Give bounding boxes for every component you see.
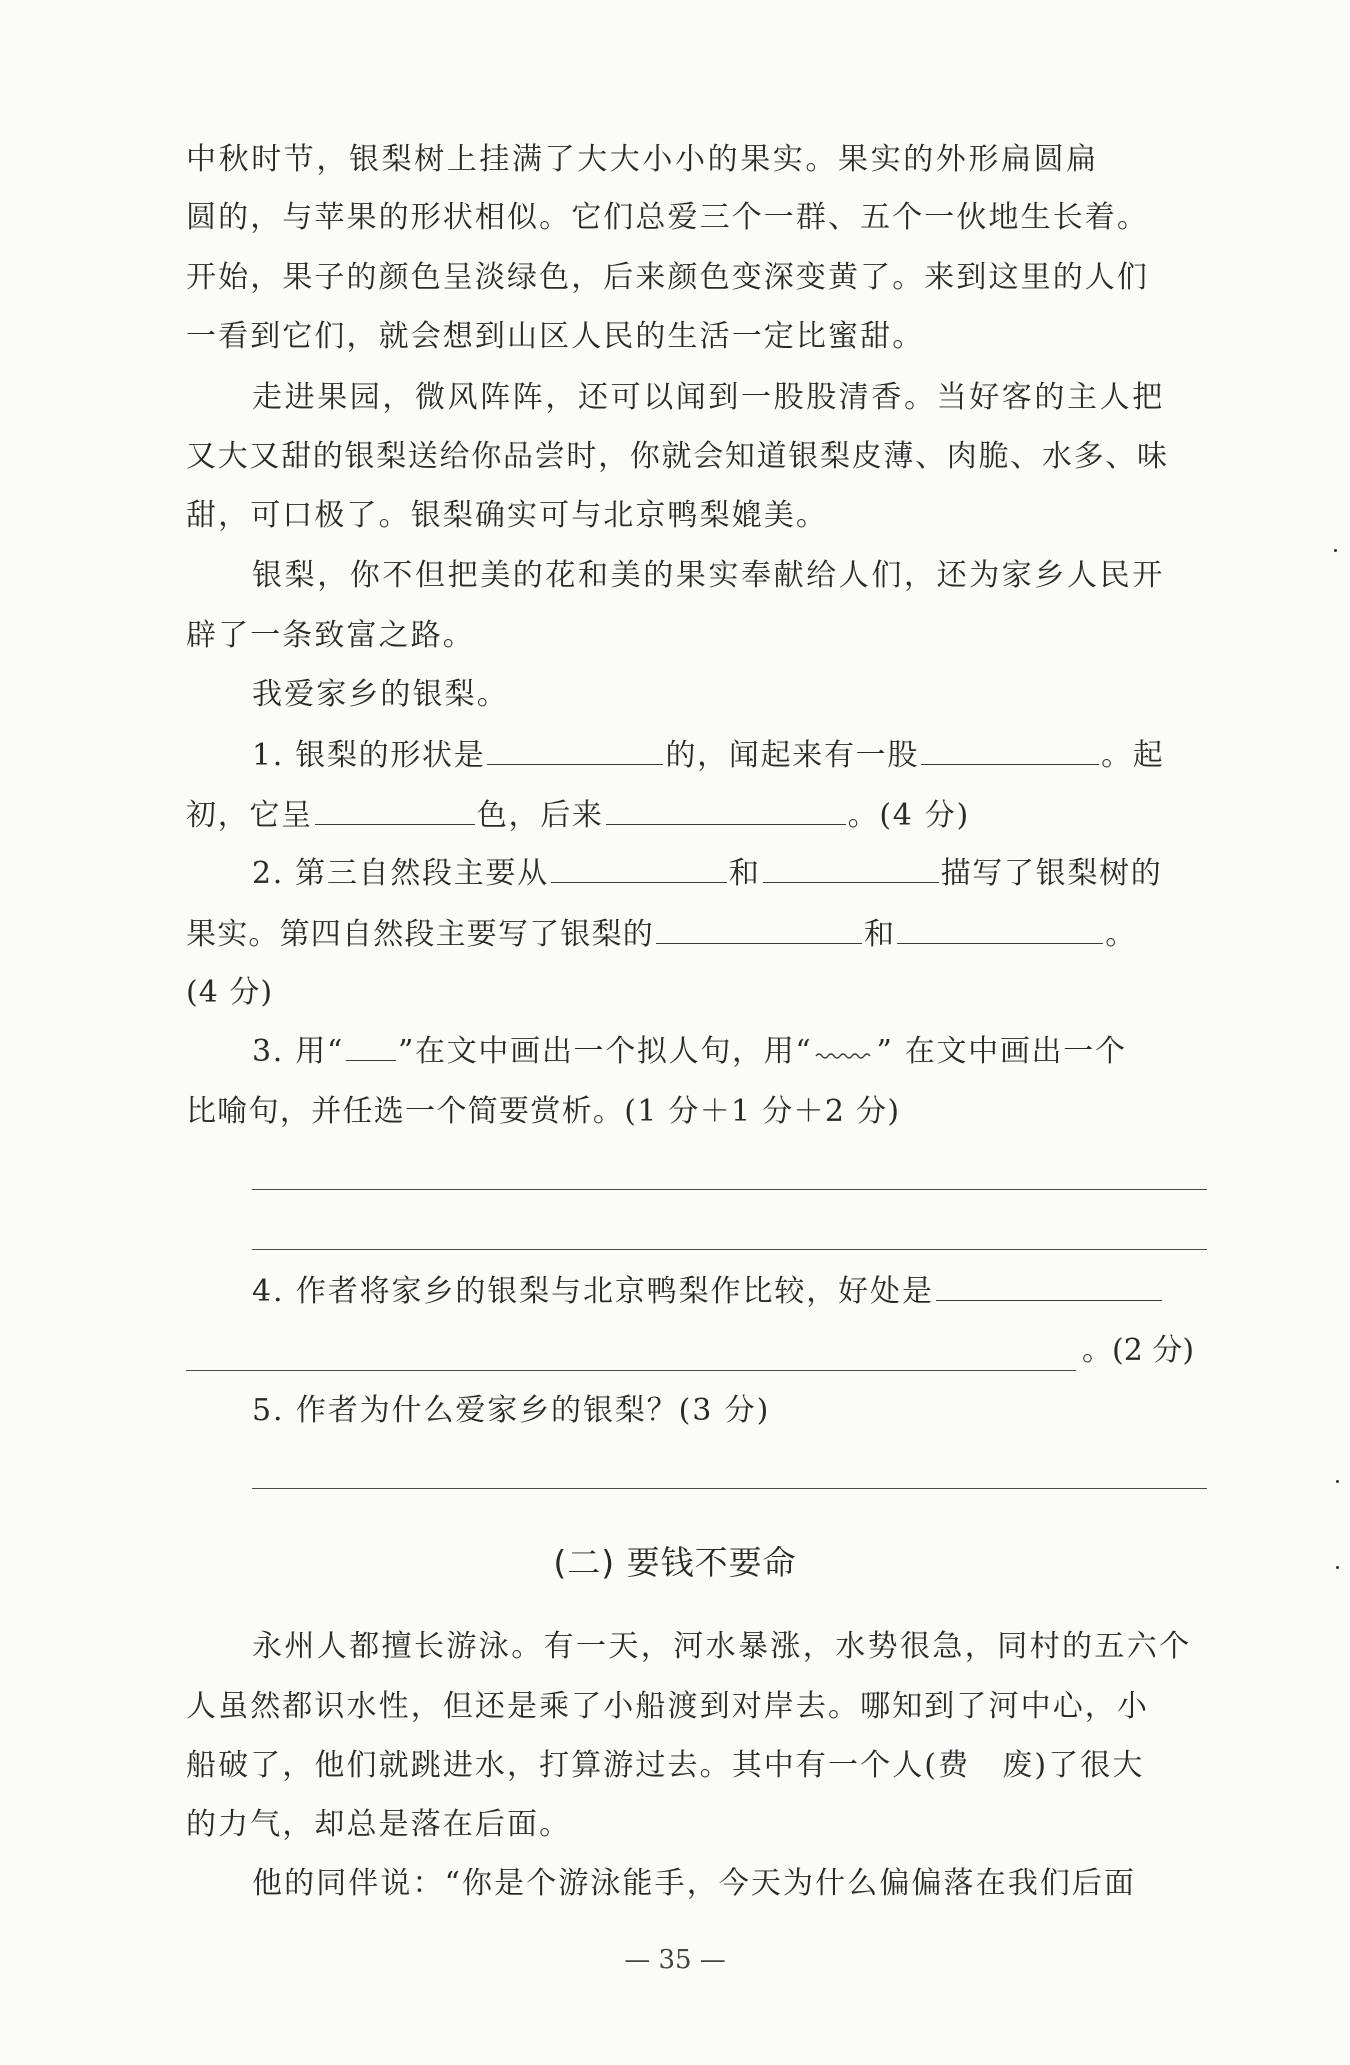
q2-feature-1-blank[interactable]	[656, 905, 862, 944]
question-3-line-2: 比喻句，并任选一个简要赏析。(1 分＋1 分＋2 分)	[186, 1094, 901, 1129]
q3-text-b: ”在文中画出一个拟人句，用“	[398, 1034, 813, 1069]
passage-line: 船破了，他们就跳进水，打算游过去。其中有一个人(费 废)了很大	[186, 1748, 1145, 1783]
q2-text-b: 和	[728, 856, 761, 891]
question-3-line-1	[252, 1023, 1127, 1081]
question-2-line-2	[186, 905, 1136, 963]
q1-shape-blank[interactable]	[487, 726, 663, 765]
q1-text-e: 色，后来	[476, 798, 604, 833]
q2-aspect-2-blank[interactable]	[763, 844, 939, 883]
q2-aspect-1-blank[interactable]	[551, 844, 727, 883]
passage-line: 的力气，却总是落在后面。	[186, 1807, 572, 1842]
passage-line: 我爱家乡的银梨。	[252, 677, 509, 712]
q2-feature-2-blank[interactable]	[897, 905, 1103, 944]
q2-score: (4 分)	[186, 975, 274, 1010]
q5-answer-line[interactable]	[252, 1488, 1207, 1489]
q1-text-b: 的，闻起来有一股	[665, 738, 920, 773]
q2-text-e: 和	[864, 917, 896, 952]
q2-text-a: 2. 第三自然段主要从	[252, 856, 549, 891]
q1-initial-color-blank[interactable]	[315, 786, 475, 825]
q2-text-f: 。	[1105, 917, 1137, 952]
q3-text-a: 3. 用“	[252, 1034, 344, 1069]
question-4-line-1	[252, 1262, 1164, 1320]
passage-line: 人虽然都识水性，但还是乘了小船渡到对岸去。哪知到了河中心，小	[186, 1689, 1149, 1724]
page-number: — 35 —	[624, 1945, 726, 1975]
q1-text-c: 。起	[1101, 738, 1165, 773]
q4-benefit-blank[interactable]	[936, 1262, 1162, 1301]
q1-later-color-blank[interactable]	[606, 786, 846, 825]
straight-underline-mark	[346, 1028, 396, 1061]
q4-text-a: 4. 作者将家乡的银梨与北京鸭梨作比较，好处是	[252, 1274, 934, 1309]
q1-smell-blank[interactable]	[921, 726, 1099, 765]
q3-answer-line-2[interactable]	[252, 1249, 1207, 1250]
question-2-line-1	[252, 844, 1162, 902]
passage-line: 一看到它们，就会想到山区人民的生活一定比蜜甜。	[186, 319, 925, 354]
passage-line: 永州人都擅长游泳。有一天，河水暴涨，水势很急，同村的五六个	[252, 1629, 1192, 1664]
question-1-line-2	[186, 786, 970, 844]
margin-speck	[1336, 1480, 1339, 1483]
passage-line: 辟了一条致富之路。	[186, 618, 475, 653]
margin-speck	[1334, 549, 1337, 552]
passage-line: 走进果园，微风阵阵，还可以闻到一股股清香。当好客的主人把	[252, 380, 1165, 415]
wavy-underline-mark	[814, 1029, 874, 1061]
question-5-line-1: 5. 作者为什么爱家乡的银梨？(3 分)	[252, 1393, 771, 1428]
passage-line: 圆的，与苹果的形状相似。它们总爱三个一群、五个一伙地生长着。	[186, 200, 1149, 235]
passage-line: 甜，可口极了。银梨确实可与北京鸭梨媲美。	[186, 498, 828, 533]
q3-answer-line-1[interactable]	[252, 1189, 1207, 1190]
q2-text-c: 描写了银梨树的	[940, 856, 1163, 891]
q1-score: 。(4 分)	[847, 798, 970, 833]
passage-line: 银梨，你不但把美的花和美的果实奉献给人们，还为家乡人民开	[252, 558, 1165, 593]
q1-text-a: 1. 银梨的形状是	[252, 738, 486, 773]
q4-answer-line[interactable]	[186, 1370, 1076, 1371]
margin-speck	[1336, 1566, 1339, 1569]
section-title: (二) 要钱不要命	[553, 1543, 797, 1582]
passage-line: 又大又甜的银梨送给你品尝时，你就会知道银梨皮薄、肉脆、水多、味	[186, 439, 1169, 474]
question-1-line-1	[252, 726, 1164, 784]
q3-text-c: ” 在文中画出一个	[876, 1034, 1127, 1069]
q4-score: 。(2 分)	[1082, 1333, 1195, 1368]
passage-line: 他的同伴说：“你是个游泳能手，今天为什么偏偏落在我们后面	[252, 1866, 1137, 1901]
passage-line: 开始，果子的颜色呈淡绿色，后来颜色变深变黄了。来到这里的人们	[186, 260, 1149, 295]
q1-text-d: 初，它呈	[186, 798, 313, 833]
q2-text-d: 果实。第四自然段主要写了银梨的	[186, 917, 654, 952]
passage-line: 中秋时节，银梨树上挂满了大大小小的果实。果实的外形扁圆扁	[186, 142, 1099, 177]
